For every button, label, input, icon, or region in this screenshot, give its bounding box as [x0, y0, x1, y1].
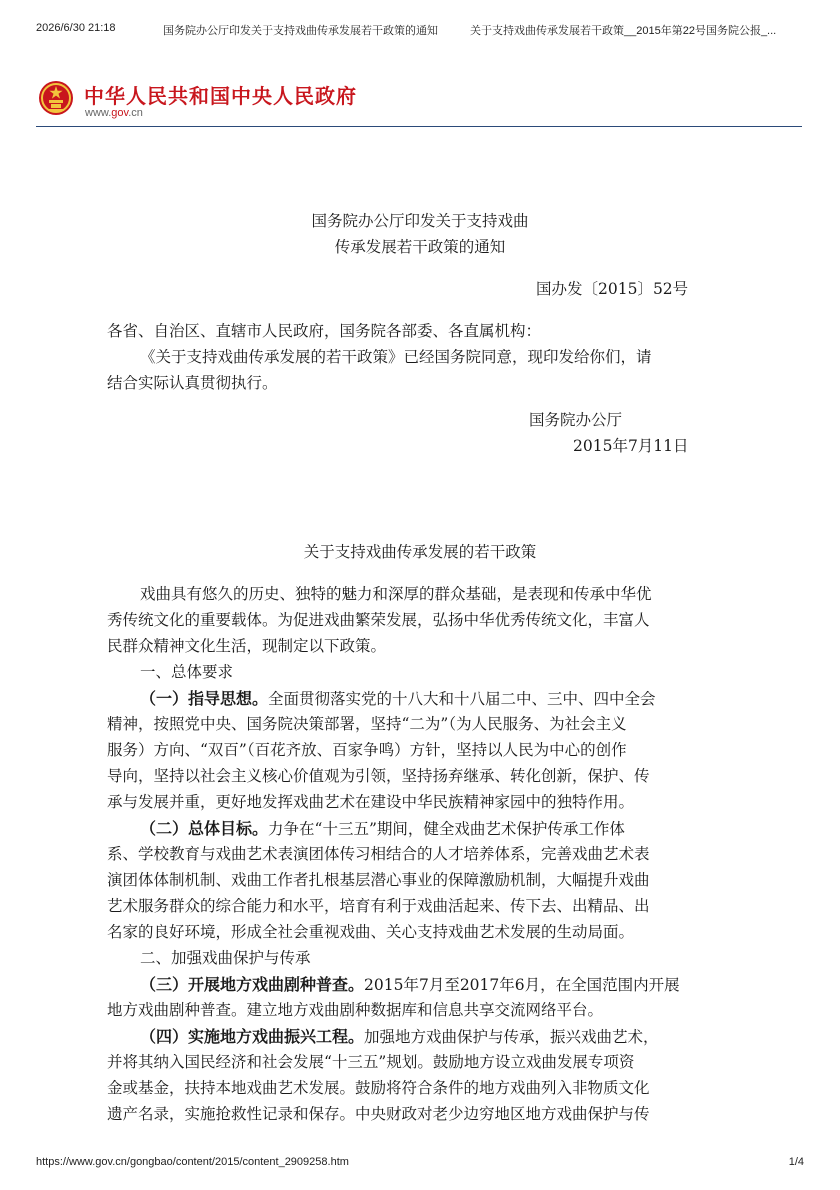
print-timestamp: 2026/6/30 21:18 [36, 22, 116, 34]
item-4-text: 加强地方戏曲保护与传承，振兴戏曲艺术， [364, 1028, 659, 1046]
section-heading-1: 一、总体要求 [140, 663, 234, 681]
item-1-text: 全面贯彻落实党的十八大和十八届二中、三中、四中全会 [268, 690, 656, 708]
item-1-heading: （一）指导思想。 [140, 689, 269, 708]
signature: 国务院办公厅 [529, 411, 623, 429]
item-2-line: 名家的良好环境，形成全社会重视戏曲、关心支持戏曲艺术发展的生动局面。 [107, 923, 635, 941]
site-url-accent: gov [111, 107, 129, 119]
item-2-line: 系、学校教育与戏曲艺术表演团体传习相结合的人才培养体系，完善戏曲艺术表 [107, 845, 650, 863]
item-2-first-line [140, 815, 625, 844]
notice-title-line-2: 传承发展若干政策的通知 [334, 238, 506, 256]
item-4-line: 并将其纳入国民经济和社会发展“十三五”规划。鼓励地方设立戏曲发展专项资 [107, 1053, 635, 1071]
print-doc-title: 关于支持戏曲传承发展若干政策__2015年第22号国务院公报_... [470, 25, 777, 37]
intro-line: 戏曲具有悠久的历史、独特的魅力和深厚的群众基础，是表现和传承中华优 [140, 585, 652, 603]
policy-title: 关于支持戏曲传承发展的若干政策 [303, 543, 537, 561]
item-3-heading: （三）开展地方戏曲剧种普查。 [140, 975, 365, 994]
notice-title-line-1: 国务院办公厅印发关于支持戏曲 [311, 212, 529, 230]
item-2-text: 力争在“十三五”期间，健全戏曲艺术保护传承工作体 [268, 820, 625, 838]
intro-line: 秀传统文化的重要载体。为促进戏曲繁荣发展，弘扬中华优秀传统文化，丰富人 [107, 611, 650, 629]
notice-body-line-2: 结合实际认真贯彻执行。 [107, 374, 278, 392]
print-page-title: 国务院办公厅印发关于支持戏曲传承发展若干政策的通知 [163, 25, 438, 37]
item-2-line: 艺术服务群众的综合能力和水平，培育有利于戏曲活起来、传下去、出精品、出 [107, 897, 650, 915]
print-footer-url: https://www.gov.cn/gongbao/content/2015/content_2909258.htm [36, 1156, 349, 1168]
item-1-line: 导向，坚持以社会主义核心价值观为引领，坚持扬弃继承、转化创新，保护、传 [107, 767, 650, 785]
item-1-line: 服务）方向、“双百”（百花齐放、百家争鸣）方针，坚持以人民为中心的创作 [107, 741, 627, 759]
item-3-first-line [140, 971, 680, 1000]
site-url-prefix: www. [85, 107, 112, 119]
signature-date: 2015年7月11日 [573, 437, 689, 455]
notice-body-line-1: 《关于支持戏曲传承发展的若干政策》已经国务院同意，现印发给你们，请 [140, 348, 652, 366]
section-heading-2: 二、加强戏曲保护与传承 [140, 949, 311, 967]
salutation: 各省、自治区、直辖市人民政府，国务院各部委、各直属机构： [107, 322, 542, 340]
page-number: 1/4 [788, 1156, 804, 1168]
item-1-line: 精神，按照党中央、国务院决策部署，坚持“二为”（为人民服务、为社会主义 [107, 715, 627, 733]
item-2-heading: （二）总体目标。 [140, 819, 269, 838]
document-number: 国办发〔2015〕52号 [536, 280, 689, 298]
item-4-line: 金或基金，扶持本地戏曲艺术发展。鼓励将符合条件的地方戏曲列入非物质文化 [107, 1079, 650, 1097]
item-3-text: 2015年7月至2017年6月，在全国范围内开展 [364, 976, 680, 994]
site-name: 中华人民共和国中央人民政府 [84, 84, 357, 108]
item-4-line: 遗产名录，实施抢救性记录和保存。中央财政对老少边穷地区地方戏曲保护与传 [107, 1105, 650, 1123]
intro-line: 民群众精神文化生活，现制定以下政策。 [107, 637, 387, 655]
item-2-line: 演团体体制机制、戏曲工作者扎根基层潜心事业的保障激励机制，大幅提升戏曲 [107, 871, 650, 889]
site-url-suffix: .cn [128, 107, 143, 119]
item-4-first-line [140, 1023, 659, 1052]
item-3-line: 地方戏曲剧种普查。建立地方戏曲剧种数据库和信息共享交流网络平台。 [107, 1001, 604, 1019]
item-4-heading: （四）实施地方戏曲振兴工程。 [140, 1027, 365, 1046]
item-1-first-line [140, 685, 656, 714]
item-1-line: 承与发展并重，更好地发挥戏曲艺术在建设中华民族精神家园中的独特作用。 [107, 793, 635, 811]
